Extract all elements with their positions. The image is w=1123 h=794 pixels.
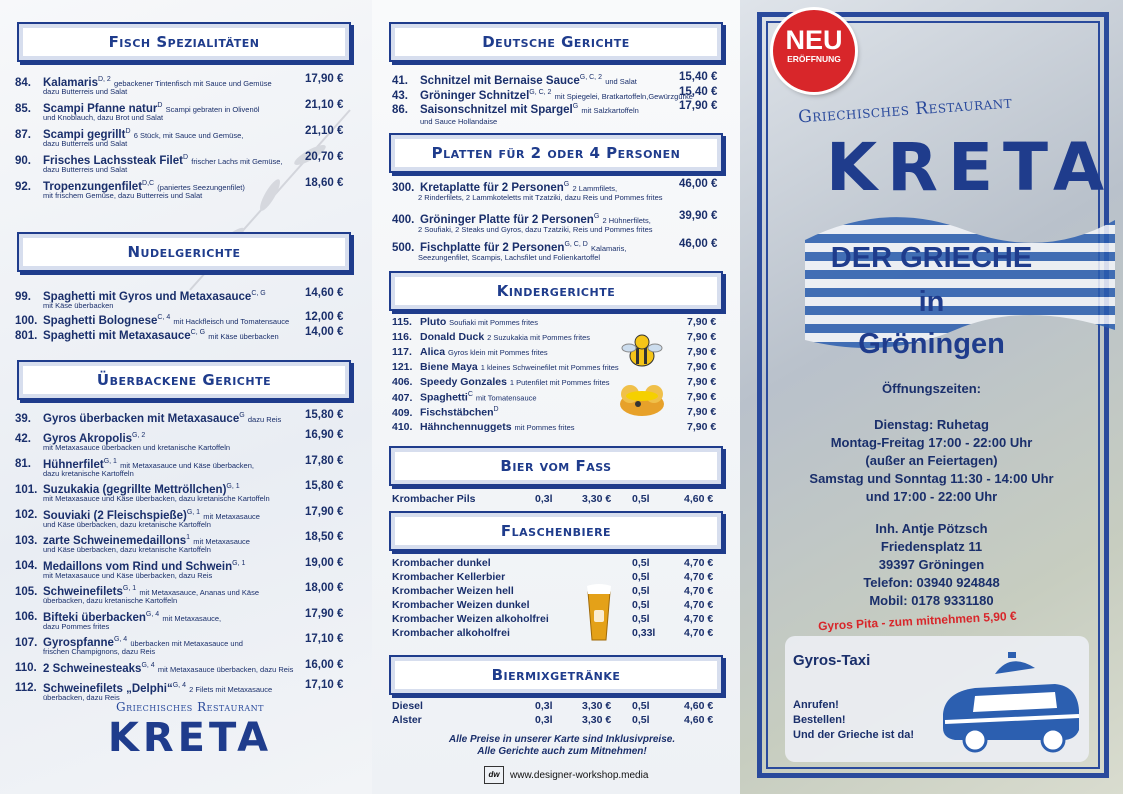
item-number: 42.	[15, 432, 31, 445]
section-header-flaschen: Flaschenbiere	[389, 511, 723, 551]
item-name: Tropenzungenfilet	[43, 180, 143, 193]
item-name: Donald Duck	[420, 331, 485, 343]
item-number: 106.	[15, 611, 38, 624]
item-name: Schnitzel mit Bernaise Sauce	[420, 74, 580, 87]
drink-name: Krombacher Pils	[392, 493, 476, 505]
item-price: 39,90 €	[679, 210, 718, 222]
section-header-platten: Platten für 2 oder 4 Personen	[389, 133, 723, 173]
item-price: 16,00 €	[305, 658, 344, 671]
item-price: 18,60 €	[305, 177, 344, 189]
item-description-2: dazu Butterreis und Salat	[43, 87, 128, 96]
drink-row	[392, 557, 722, 571]
item-name: Gyrospfanne	[43, 636, 114, 649]
item-name: Hähnchennuggets	[420, 421, 512, 433]
item-price: 7,90 €	[687, 331, 717, 343]
allergen-code: D	[157, 102, 163, 109]
item-number: 500.	[392, 241, 415, 254]
item-price: 15,80 €	[305, 480, 344, 492]
beer-glass-icon	[584, 584, 614, 642]
allergen-code: C, 4	[157, 314, 171, 321]
allergen-code: G, 4	[145, 610, 160, 618]
drink-row	[392, 571, 722, 585]
menu-item	[392, 376, 717, 388]
item-description-2: dazu kretanische Kartoffeln	[43, 468, 134, 478]
item-number: 300.	[392, 181, 415, 194]
item-description-2: mit Metaxasauce und Käse überbacken, dazu kretanische Kartoffeln	[43, 494, 270, 503]
item-description-2: frischen Champignons, dazu Reis	[43, 647, 156, 656]
cover-headline-2: in	[918, 286, 945, 318]
drink-volume-large: 0,5l	[632, 714, 650, 726]
drink-row	[392, 599, 722, 613]
drink-name: Krombacher Kellerbier	[392, 571, 506, 583]
item-number: 102.	[15, 509, 38, 522]
menu-item	[15, 409, 372, 426]
item-price: 21,10 €	[305, 99, 344, 111]
item-number: 407.	[392, 391, 413, 404]
item-name: Bifteki überbacken	[43, 611, 146, 624]
item-name: Speedy Gonzales	[420, 376, 507, 388]
drink-name: Krombacher Weizen hell	[392, 585, 514, 597]
item-description: mit Salzkartoffeln	[581, 105, 639, 115]
badge-eroeffnung: ERÖFFNUNG	[787, 54, 841, 64]
hours-line: Samstag und Sonntag 11:30 - 14:00 Uhr	[809, 471, 1054, 486]
taxi-title: Gyros-Taxi	[793, 652, 871, 669]
item-name: Spaghetti mit Gyros und Metaxasauce	[43, 290, 252, 303]
item-number: 105.	[15, 585, 38, 598]
drink-volume: 0,5l	[632, 599, 650, 611]
cover-headline-3: Gröningen	[858, 328, 1005, 360]
menu-item	[392, 331, 717, 343]
item-number: 81.	[15, 458, 31, 471]
drink-price: 4,70 €	[684, 585, 714, 597]
item-name: Saisonschnitzel mit Spargel	[420, 103, 573, 116]
drink-name: Krombacher Weizen alkoholfrei	[392, 613, 549, 625]
cover-logo-name: KRETA	[826, 129, 1115, 206]
taxi-line: Und der Grieche ist da!	[793, 729, 915, 741]
hours-list	[740, 416, 1123, 506]
item-number: 112.	[15, 682, 37, 695]
item-price: 17,80 €	[305, 454, 344, 467]
item-name: Spaghetti mit Metaxasauce	[43, 329, 191, 342]
item-price: 21,10 €	[305, 125, 344, 137]
drink-row	[392, 627, 722, 641]
item-description: mit Metaxasauce überbacken, dazu Reis	[157, 664, 294, 674]
item-price: 14,60 €	[305, 287, 344, 299]
drink-volume-small: 0,3l	[535, 714, 553, 726]
item-number: 90.	[15, 154, 31, 167]
item-price: 17,10 €	[305, 678, 344, 691]
allergen-code: G, 4	[172, 681, 186, 689]
item-name: Spaghetti Bolognese	[43, 314, 158, 327]
hours-title: Öffnungszeiten:	[882, 381, 981, 396]
item-name: Alica	[420, 346, 446, 358]
item-description: Gyros klein mit Pommes frites	[448, 348, 548, 357]
drink-name: Krombacher Weizen dunkel	[392, 599, 530, 611]
drink-name: Alster	[392, 714, 422, 726]
item-number: 801.	[15, 329, 38, 342]
item-number: 115.	[392, 316, 412, 328]
drink-row	[392, 493, 722, 507]
item-description: Soufiaki mit Pommes frites	[449, 318, 538, 327]
item-description: überbacken mit Metaxasauce und	[130, 638, 243, 648]
price-note-line1: Alle Preise in unserer Karte sind Inklusivpreise.	[448, 734, 676, 745]
item-price: 14,00 €	[305, 326, 344, 338]
gyros-pita-offer: Gyros Pita - zum mitnehmen 5,90 €	[817, 608, 1017, 634]
section-header-deutsche: Deutsche Gerichte	[389, 22, 723, 62]
drink-price: 4,70 €	[684, 599, 714, 611]
item-name: Scampi gegrillt	[43, 128, 126, 141]
item-description-2: und Käse überbacken, dazu kretanische Kartoffeln	[43, 545, 211, 554]
drink-price-large: 4,60 €	[684, 700, 714, 712]
mobile[interactable]: Mobil: 0178 9331180	[869, 593, 994, 608]
drink-volume-small: 0,3l	[535, 700, 553, 712]
hours-line: Dienstag: Ruhetag	[874, 417, 989, 432]
item-name: Kalamaris	[43, 76, 98, 89]
item-number: 99.	[15, 290, 31, 303]
designer-logo-icon: dw	[484, 766, 504, 784]
menu-item	[392, 406, 717, 419]
item-price: 15,40 €	[679, 71, 718, 83]
item-price: 46,00 €	[679, 238, 718, 250]
allergen-code: G	[563, 181, 570, 188]
section-header-nudel: Nudelgerichte	[17, 232, 351, 272]
item-number: 101.	[15, 483, 38, 496]
menu-item	[392, 391, 717, 404]
allergen-code: G, C, 2	[529, 89, 552, 96]
item-name: Gyros Akropolis	[43, 432, 133, 445]
item-number: 409.	[392, 406, 413, 419]
hours-line: und 17:00 - 22:00 Uhr	[865, 489, 998, 504]
item-number: 85.	[15, 102, 31, 115]
item-price: 12,00 €	[305, 311, 344, 323]
item-number: 117.	[392, 346, 412, 358]
item-number: 84.	[15, 76, 31, 89]
item-number: 406.	[392, 376, 413, 388]
allergen-code: G, 1	[226, 483, 240, 490]
item-price: 7,90 €	[687, 421, 717, 433]
item-name: Frisches Lachssteak Filet	[43, 154, 183, 167]
item-description: 6 Stück, mit Sauce und Gemüse,	[133, 130, 244, 140]
menu-item	[15, 326, 372, 343]
item-name: Spaghetti	[420, 391, 468, 404]
taxi-line: Anrufen!	[793, 699, 839, 711]
drink-volume: 0,5l	[632, 613, 650, 625]
drink-volume: 0,5l	[632, 585, 650, 597]
drink-price: 4,70 €	[684, 627, 714, 639]
item-price: 17,10 €	[305, 633, 344, 645]
item-description: 1 kleines Schweinefilet mit Pommes frites	[480, 363, 619, 372]
drink-price-small: 3,30 €	[582, 493, 612, 505]
item-name: zarte Schweinemedaillons	[43, 534, 187, 547]
section-header-kinder: Kindergerichte	[389, 271, 723, 311]
item-number: 103.	[15, 534, 38, 547]
item-number: 100.	[15, 314, 38, 327]
drink-price-large: 4,60 €	[684, 493, 714, 505]
allergen-code: C, G	[251, 290, 266, 297]
item-number: 104.	[15, 560, 38, 573]
allergen-code: C	[467, 391, 473, 398]
allergen-code: D	[493, 406, 499, 413]
owner: Inh. Antje Pötzsch	[875, 521, 988, 536]
menu-item	[392, 100, 740, 117]
cover-tagline: Griechisches Restaurant	[797, 92, 1013, 128]
item-price: 20,70 €	[305, 151, 344, 163]
drink-volume-large: 0,5l	[632, 700, 650, 712]
item-price: 7,90 €	[687, 316, 717, 328]
allergen-code: C, G	[190, 329, 206, 336]
taxi-car-icon	[935, 644, 1085, 756]
drink-volume: 0,5l	[632, 571, 650, 583]
item-number: 41.	[392, 74, 408, 87]
item-name: Gyros überbacken mit Metaxasauce	[43, 412, 240, 425]
item-number: 86.	[392, 103, 408, 116]
price-note-line2: Alle Gerichte auch zum Mitnehmen!	[477, 746, 647, 757]
cover-headline-1: DER GRIECHE	[830, 242, 1033, 274]
allergen-code: G, 1	[186, 508, 201, 516]
item-number: 116.	[392, 331, 412, 343]
item-price: 7,90 €	[687, 376, 717, 388]
small-logo	[95, 700, 285, 762]
designer-credit	[484, 766, 648, 784]
drink-price: 4,70 €	[684, 557, 714, 569]
contact-block	[740, 520, 1123, 610]
section-header-fisch: Fisch Spezialitäten	[17, 22, 351, 62]
allergen-code: G, 4	[113, 636, 128, 643]
item-price: 7,90 €	[687, 361, 717, 373]
item-price: 17,90 €	[679, 100, 718, 112]
mouse-cartoon-icon	[612, 378, 672, 424]
item-name: Souviaki (2 Fleischspieße)	[43, 509, 187, 522]
item-description: mit Pommes frites	[514, 423, 575, 432]
drink-volume: 0,33l	[632, 627, 656, 639]
item-description-2: überbacken, dazu Reis	[43, 692, 120, 702]
item-description-2: dazu Butterreis und Salat	[43, 139, 128, 148]
item-number: 87.	[15, 128, 31, 141]
item-name: Kretaplatte für 2 Personen	[420, 181, 564, 194]
item-name: Biene Maya	[420, 361, 478, 373]
menu-item	[392, 421, 717, 433]
allergen-code: G	[239, 412, 245, 419]
item-description: 2 Suzukakia mit Pommes frites	[487, 333, 591, 342]
item-price: 17,90 €	[305, 505, 344, 518]
price-note	[412, 734, 712, 758]
item-price: 19,00 €	[305, 556, 344, 569]
item-description: 1 Putenfilet mit Pommes frites	[509, 378, 610, 387]
menu-item	[15, 659, 372, 676]
allergen-code: D,C	[142, 180, 155, 187]
allergen-code: G, 1	[232, 559, 246, 567]
drink-price-large: 4,60 €	[684, 714, 714, 726]
item-price: 17,90 €	[305, 73, 344, 85]
item-price: 7,90 €	[687, 406, 717, 418]
item-description: mit Tomatensauce	[475, 393, 537, 403]
drink-name: Krombacher alkoholfrei	[392, 627, 510, 639]
section-header-mix: Biermixgetränke	[389, 655, 723, 695]
menu-panel-middle	[372, 0, 740, 794]
item-description-2: 2 Rinderfilets, 2 Lammkoteletts mit Tzatziki, dazu Reis und Pommes frites	[418, 193, 663, 202]
item-description-2: dazu Pommes frites	[43, 621, 110, 631]
item-name: Schweinefilets	[43, 585, 123, 598]
item-description-2: und Sauce Hollandaise	[420, 117, 498, 126]
hours-line: (außer an Feiertagen)	[865, 453, 998, 468]
item-price: 17,90 €	[305, 607, 344, 620]
item-description: mit Metaxasauce	[203, 511, 260, 521]
allergen-code: D	[182, 154, 189, 161]
drink-price-small: 3,30 €	[582, 700, 612, 712]
item-name: Medaillons vom Rind und Schwein	[43, 560, 233, 573]
item-description: mit Metaxasauce	[193, 536, 250, 546]
drink-row	[392, 613, 722, 627]
bee-cartoon-icon	[620, 332, 664, 372]
item-description-2: mit Metaxasauce und Käse überbacken, dazu Reis	[43, 570, 213, 580]
hours-line: Montag-Freitag 17:00 - 22:00 Uhr	[830, 435, 1033, 450]
item-description: mit Metaxasauce,	[162, 613, 222, 623]
item-description-2: mit Metaxasauce überbacken und kretanische Kartoffeln	[43, 443, 231, 452]
item-description: Scampi gebraten in Olivenöl	[165, 104, 260, 114]
section-header-bier: Bier vom Fass	[389, 446, 723, 486]
item-description: mit Spiegelei, Bratkartoffeln,Gewürzgurke	[554, 91, 693, 101]
drink-row	[392, 714, 722, 728]
item-description-2: dazu Butterreis und Salat	[43, 165, 128, 174]
item-description-2: und Käse überbacken, dazu kretanische Kartoffeln	[43, 519, 211, 529]
item-price: 18,00 €	[305, 582, 344, 594]
item-name: Gröninger Schnitzel	[420, 89, 530, 102]
item-description: dazu Reis	[247, 414, 282, 424]
item-description: mit Käse überbacken	[208, 331, 279, 341]
allergen-code: G	[572, 103, 579, 110]
item-number: 410.	[392, 421, 413, 433]
drink-name: Krombacher dunkel	[392, 557, 491, 569]
designer-url[interactable]: www.designer-workshop.media	[510, 769, 649, 781]
item-description-2: mit frischem Gemüse, dazu Butterreis und Salat	[43, 191, 203, 200]
item-name: Hühnerfilet	[43, 458, 104, 471]
item-description-2: überbacken, dazu kretanische Kartoffeln	[43, 596, 178, 605]
gyros-taxi-box	[785, 636, 1089, 762]
small-logo-tagline: Griechisches Restaurant	[116, 700, 264, 714]
item-description: gebackener Tintenfisch mit Sauce und Gemüse	[114, 78, 272, 88]
item-number: 39.	[15, 412, 31, 425]
allergen-code: G, C, 2	[579, 74, 602, 81]
allergen-code: G, 2	[132, 432, 146, 439]
drink-volume: 0,5l	[632, 557, 650, 569]
street: Friedensplatz 11	[880, 539, 983, 554]
allergen-code: 1	[186, 534, 191, 541]
neu-eroeffnung-badge	[773, 10, 855, 92]
cover-panel	[740, 0, 1123, 794]
item-description: mit Hackfleisch und Tomatensauce	[173, 316, 290, 326]
item-number: 400.	[392, 213, 415, 226]
item-description: mit Metaxasauce, Ananas und Käse	[139, 587, 259, 597]
item-price: 16,90 €	[305, 429, 344, 441]
item-name: Fischstäbchen	[420, 406, 494, 419]
item-description-2: 2 Soufiaki, 2 Steaks und Gyros, dazu Tzatziki, Reis und Pommes frites	[418, 225, 653, 234]
drink-price: 4,70 €	[684, 613, 714, 625]
item-description: 2 Lammfilets,	[572, 183, 618, 193]
badge-neu: NEU	[785, 25, 843, 55]
item-number: 43.	[392, 89, 408, 102]
drink-price: 4,70 €	[684, 571, 714, 583]
drink-volume-small: 0,3l	[535, 493, 553, 505]
item-description-2: Seezungenfilet, Scampis, Lachsfilet und Folienkartoffel	[418, 253, 601, 262]
taxi-lines	[793, 698, 914, 743]
drink-name: Diesel	[392, 700, 423, 712]
allergen-code: G, 1	[122, 585, 137, 592]
item-name: Pluto	[420, 316, 447, 328]
item-description: (paniertes Seezungenfilet)	[157, 182, 245, 192]
item-name: 2 Schweinesteaks	[43, 662, 142, 675]
item-number: 121.	[392, 361, 413, 373]
menu-item	[392, 316, 717, 328]
item-description-2: mit Käse überbacken	[43, 301, 114, 310]
item-number: 107.	[15, 636, 38, 649]
item-name: Suzukakia (gegrillte Mettröllchen)	[43, 483, 227, 496]
item-price: 46,00 €	[679, 178, 718, 190]
item-name: Gröninger Platte für 2 Personen	[420, 213, 594, 226]
allergen-code: G	[593, 213, 600, 220]
item-description: 2 Filets mit Metaxasauce	[189, 684, 273, 694]
drink-row	[392, 585, 722, 599]
menu-item	[392, 346, 717, 358]
item-price: 7,90 €	[687, 391, 717, 403]
item-description: 2 Hühnerfilets,	[602, 215, 651, 225]
item-description: Kalamaris,	[590, 243, 627, 253]
taxi-line: Bestellen!	[793, 714, 846, 726]
allergen-code: D	[125, 128, 131, 135]
allergen-code: G, 4	[141, 661, 155, 669]
section-header-ueberbacken: Überbackene Gerichte	[17, 360, 351, 400]
allergen-code: G, 1	[103, 457, 117, 465]
item-number: 110.	[15, 662, 37, 675]
drink-price-small: 3,30 €	[582, 714, 612, 726]
item-description-2: und Knoblauch, dazu Brot und Salat	[43, 113, 164, 122]
drink-volume-large: 0,5l	[632, 493, 650, 505]
city: 39397 Gröningen	[878, 557, 985, 572]
drink-row	[392, 700, 722, 714]
item-name: Scampi Pfanne natur	[43, 102, 158, 115]
item-name: Fischplatte für 2 Personen	[420, 241, 565, 254]
item-name: Schweinefilets „Delphi“	[43, 682, 173, 695]
item-price: 15,40 €	[679, 86, 718, 98]
item-description: und Salat	[605, 76, 637, 86]
menu-panel-left	[0, 0, 372, 794]
small-logo-name: KRETA	[107, 715, 273, 761]
phone[interactable]: Telefon: 03940 924848	[863, 575, 1000, 590]
item-price: 18,50 €	[305, 531, 344, 543]
item-description: mit Metaxasauce und Käse überbacken,	[120, 460, 254, 470]
allergen-code: D, 2	[97, 76, 111, 83]
item-description: frischer Lachs mit Gemüse,	[191, 156, 283, 166]
item-price: 7,90 €	[687, 346, 717, 358]
item-number: 92.	[15, 180, 31, 193]
menu-item	[392, 361, 717, 373]
item-price: 15,80 €	[305, 409, 344, 421]
allergen-code: G, C, D	[564, 241, 588, 248]
